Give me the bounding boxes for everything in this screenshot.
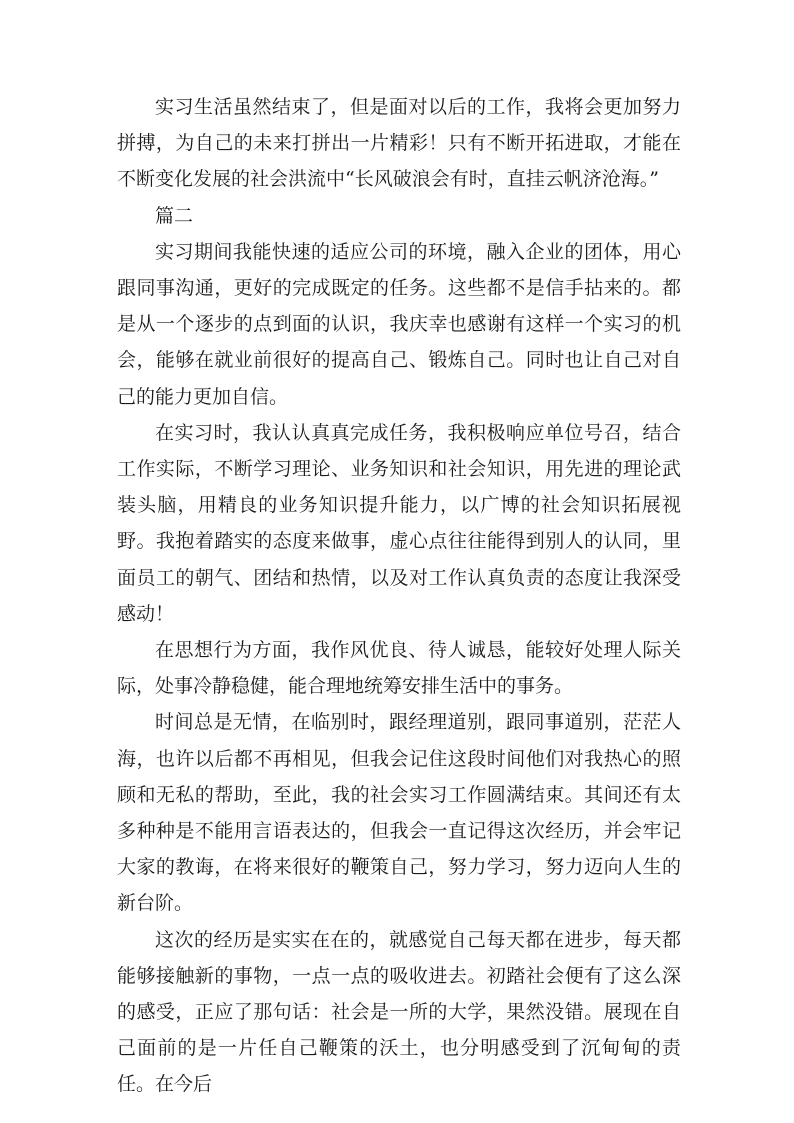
- document-body: [117, 89, 681, 1103]
- paragraph-completing-tasks: 在实习时，我认认真真完成任务，我积极响应单位号召，结合工作实际，不断学习理论、业务知识和社会知识，用先进的理论武装头脑，用精良的业务知识提升能力，以广博的社会知识拓展视野。我抱着踏实的态度来做事，虚心点往往能得到别人的认同，里面员工的朝气、团结和热情，以及对工作认真负责的态度让我深受感动！: [117, 421, 681, 625]
- section-heading-part-two: 篇二: [155, 204, 194, 227]
- paragraph-adapting-to-company: 实习期间我能快速的适应公司的环境，融入企业的团体，用心跟同事沟通，更好的完成既定的任务。这些都不是信手拈来的。都是从一个逐步的点到面的认识，我庆幸也感谢有这样一个实习的机会，能够在就业前很好的提高自己、锻炼自己。同时也让自己对自己的能力更加自信。: [117, 240, 681, 408]
- paragraph-experience: 这次的经历是实实在在的，就感觉自己每天都在进步，每天都能够接触新的事物，一点一点的吸收进去。初踏社会便有了这么深的感受，正应了那句话：社会是一所的大学，果然没错。展现在自己面前的是一片任自己鞭策的沃土，也分明感受到了沉甸甸的责任。在今后: [117, 928, 681, 1096]
- paragraph-conduct: 在思想行为方面，我作风优良、待人诚恳，能较好处理人际关际，处事冷静稳健，能合理地统筹安排生活中的事务。: [117, 639, 681, 698]
- paragraph-farewell: 时间总是无情，在临别时，跟经理道别，跟同事道别，茫茫人海，也许以后都不再相见，但我会记住这段时间他们对我热心的照顾和无私的帮助，至此，我的社会实习工作圆满结束。其间还有太多种种是不能用言语表达的，但我会一直记得这次经历，并会牢记大家的教诲，在将来很好的鞭策自己，努力学习，努力迈向人生的新台阶。: [117, 711, 681, 915]
- paragraph-closing-reflection: 实习生活虽然结束了，但是面对以后的工作，我将会更加努力拼搏，为自己的未来打拼出一片精彩！只有不断开拓进取，才能在不断变化发展的社会洪流中“长风破浪会有时，直挂云帆济沧海。”: [117, 96, 681, 191]
